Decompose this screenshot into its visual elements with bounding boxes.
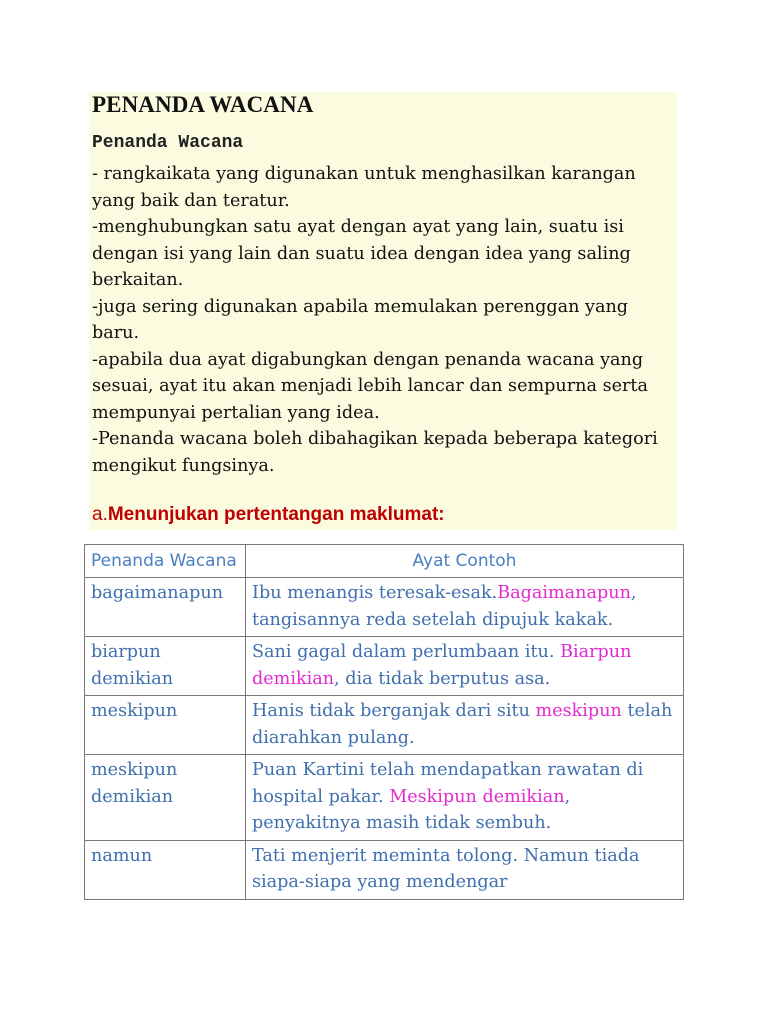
intro-body [92, 161, 676, 479]
table-row [85, 637, 684, 696]
subtitle: Penanda Wacana [92, 133, 244, 153]
section-heading-text: Menunjukan pertentangan maklumat: [107, 504, 445, 525]
example-sentence [246, 578, 684, 637]
sentence-text: Tati menjerit meminta tolong. Namun tiada siapa-siapa yang mendengar [252, 845, 640, 892]
sentence-text: Hanis tidak berganjak dari situ [252, 701, 536, 721]
sentence-text: Puan Kartini telah mendapatkan rawatan di hospital pakar. [252, 760, 644, 807]
table-row [85, 578, 684, 637]
example-table [84, 544, 684, 900]
example-sentence [246, 755, 684, 841]
sentence-text: Ibu menangis teresak-esak. [252, 583, 498, 603]
header-ayat-contoh: Ayat Contoh [246, 545, 684, 578]
example-sentence [246, 840, 684, 899]
table-row [85, 696, 684, 755]
marker-word: meskipun demikian [85, 755, 246, 841]
table-header-row [85, 545, 684, 578]
paragraph: -menghubungkan satu ayat dengan ayat yang lain, suatu isi dengan isi yang lain dan suatu idea dengan idea yang saling berkaitan. [92, 217, 631, 290]
header-penanda-wacana: Penanda Wacana [85, 545, 246, 578]
sentence-text: telah diarahkan pulang. [252, 701, 673, 748]
sentence-text: Sani gagal dalam perlumbaan itu. [252, 642, 561, 662]
marker-highlight: Meskipun demikian [389, 786, 565, 807]
marker-word: namun [85, 840, 246, 899]
marker-highlight: Bagaimanapun [497, 583, 631, 603]
sentence-text: , tangisannya reda setelah dipujuk kakak. [252, 583, 637, 630]
example-sentence [246, 696, 684, 755]
page-title: PENANDA WACANA [92, 92, 314, 117]
marker-word: meskipun [85, 696, 246, 755]
paragraph: -apabila dua ayat digabungkan dengan penanda wacana yang sesuai, ayat itu akan menjadi lebih lancar dan sempurna serta mempunyai pertalian yang idea. [92, 349, 648, 423]
marker-word: biarpun demikian [85, 637, 246, 696]
sentence-text: , dia tidak berputus asa. [334, 668, 551, 689]
paragraph: - rangkaikata yang digunakan untuk menghasilkan karangan yang baik dan teratur. [92, 164, 636, 211]
paragraph: -Penanda wacana boleh dibahagikan kepada beberapa kategori mengikut fungsinya. [92, 429, 658, 476]
table-row [85, 755, 684, 841]
paragraph: -juga sering digunakan apabila memulakan perenggan yang baru. [92, 296, 629, 343]
marker-highlight: meskipun [535, 701, 622, 721]
marker-highlight: Biarpun demikian [252, 642, 632, 689]
sentence-text: , penyakitnya masih tidak sembuh. [252, 786, 571, 833]
example-sentence [246, 637, 684, 696]
section-heading [92, 504, 445, 526]
table-row [85, 840, 684, 899]
section-letter: a. [92, 504, 108, 525]
marker-word: bagaimanapun [85, 578, 246, 637]
